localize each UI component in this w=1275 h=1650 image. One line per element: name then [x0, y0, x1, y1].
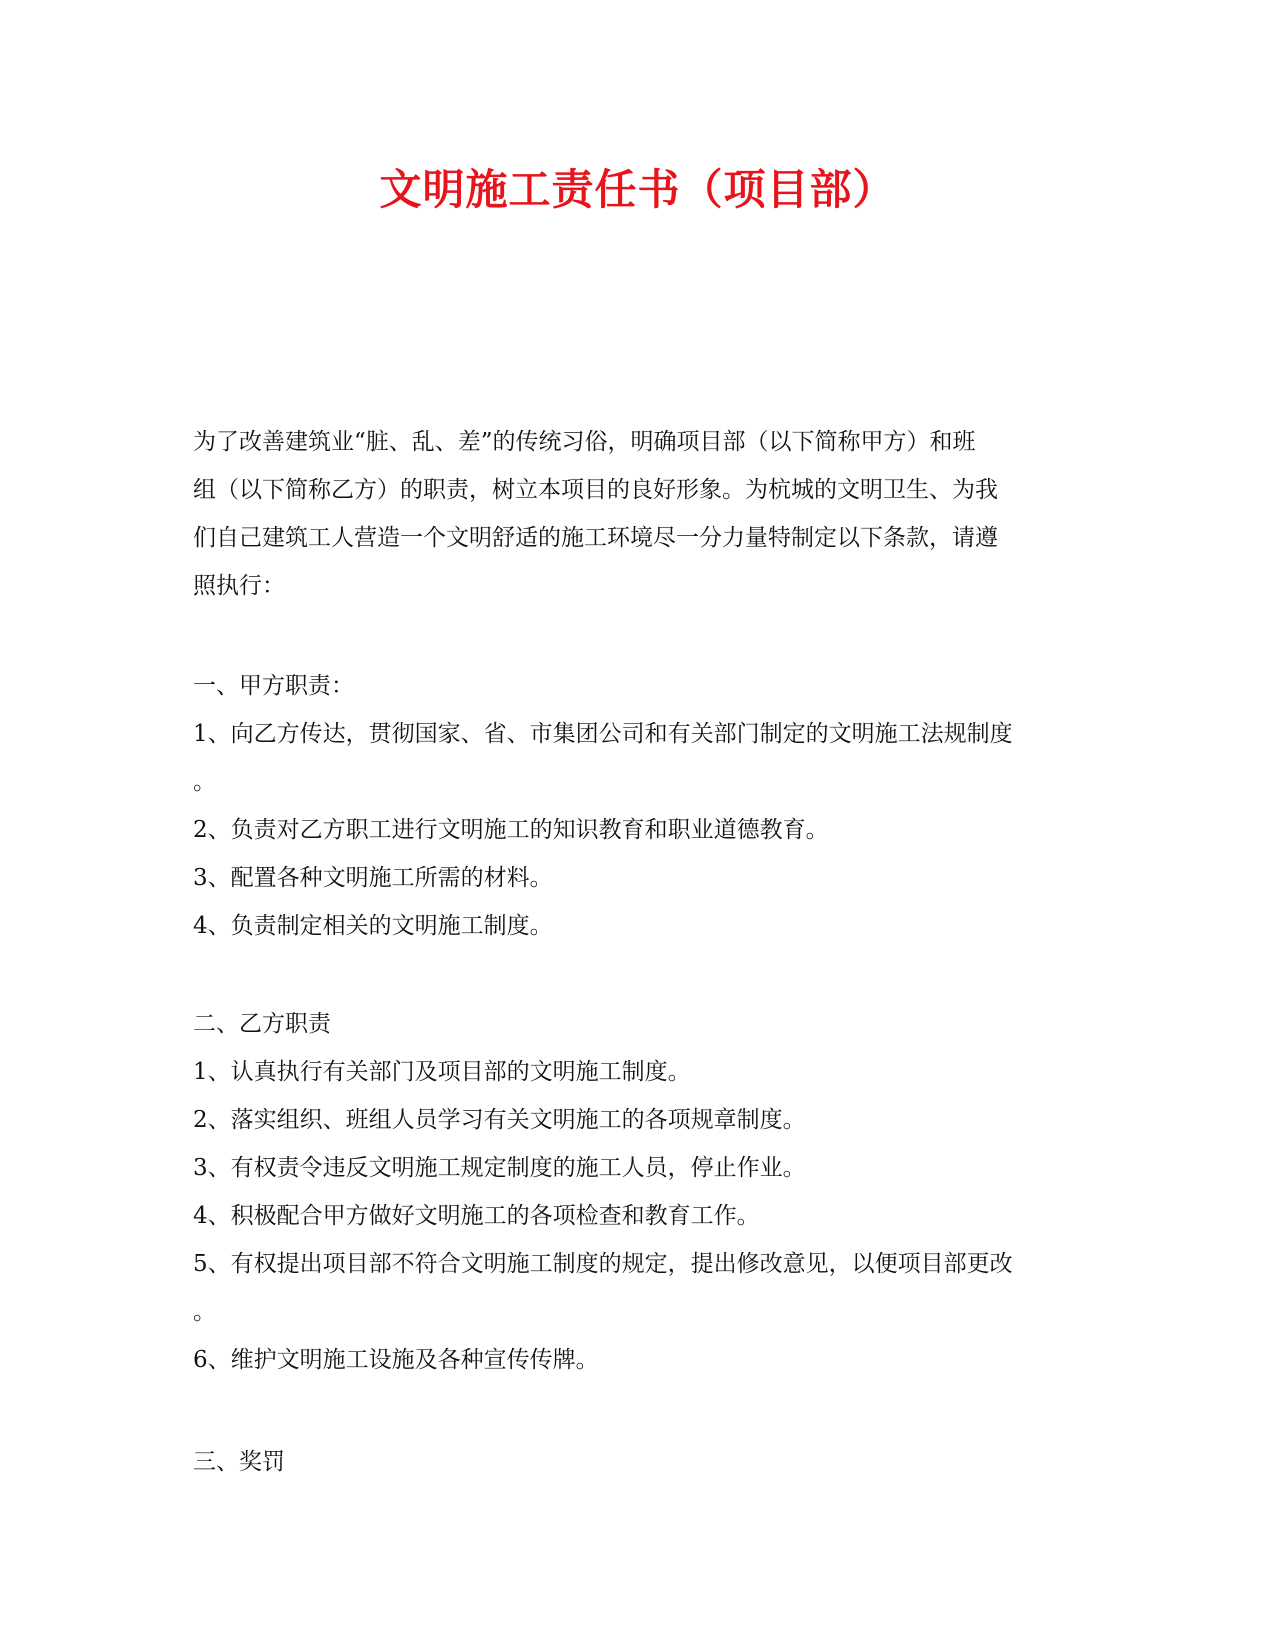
- list-item: 。: [193, 1299, 216, 1325]
- intro-line: 组（以下简称乙方）的职责，树立本项目的良好形象。为杭城的文明卫生、为我: [193, 477, 998, 503]
- intro-line: 照执行：: [193, 573, 285, 599]
- list-item: 2、落实组织、班组人员学习有关文明施工的各项规章制度。: [193, 1107, 806, 1133]
- section-rewards-penalties: [193, 1438, 1083, 1486]
- section-heading: 三、奖罚: [193, 1449, 285, 1475]
- section-party-a-duties: [193, 662, 1083, 950]
- intro-paragraph: [193, 418, 1083, 610]
- intro-line: 们自己建筑工人营造一个文明舒适的施工环境尽一分力量特制定以下条款，请遵: [193, 525, 998, 551]
- list-item: 6、维护文明施工设施及各种宣传传牌。: [193, 1347, 599, 1373]
- intro-line: 为了改善建筑业“脏、乱、差”的传统习俗，明确项目部（以下简称甲方）和班: [193, 429, 976, 455]
- list-item: 3、有权责令违反文明施工规定制度的施工人员，停止作业。: [193, 1155, 806, 1181]
- list-item: 1、向乙方传达，贯彻国家、省、市集团公司和有关部门制定的文明施工法规制度: [193, 721, 1013, 747]
- document-title: 文明施工责任书（项目部）: [379, 165, 896, 214]
- list-item: 2、负责对乙方职工进行文明施工的知识教育和职业道德教育。: [193, 817, 829, 843]
- list-item: 5、有权提出项目部不符合文明施工制度的规定，提出修改意见，以便项目部更改: [193, 1251, 1013, 1277]
- list-item: 4、负责制定相关的文明施工制度。: [193, 913, 553, 939]
- section-heading: 一、甲方职责：: [193, 673, 354, 699]
- section-party-b-duties: [193, 1000, 1083, 1384]
- section-heading: 二、乙方职责: [193, 1011, 331, 1037]
- list-item: 1、认真执行有关部门及项目部的文明施工制度。: [193, 1059, 691, 1085]
- list-item: 。: [193, 769, 216, 795]
- list-item: 4、积极配合甲方做好文明施工的各项检查和教育工作。: [193, 1203, 760, 1229]
- list-item: 3、配置各种文明施工所需的材料。: [193, 865, 553, 891]
